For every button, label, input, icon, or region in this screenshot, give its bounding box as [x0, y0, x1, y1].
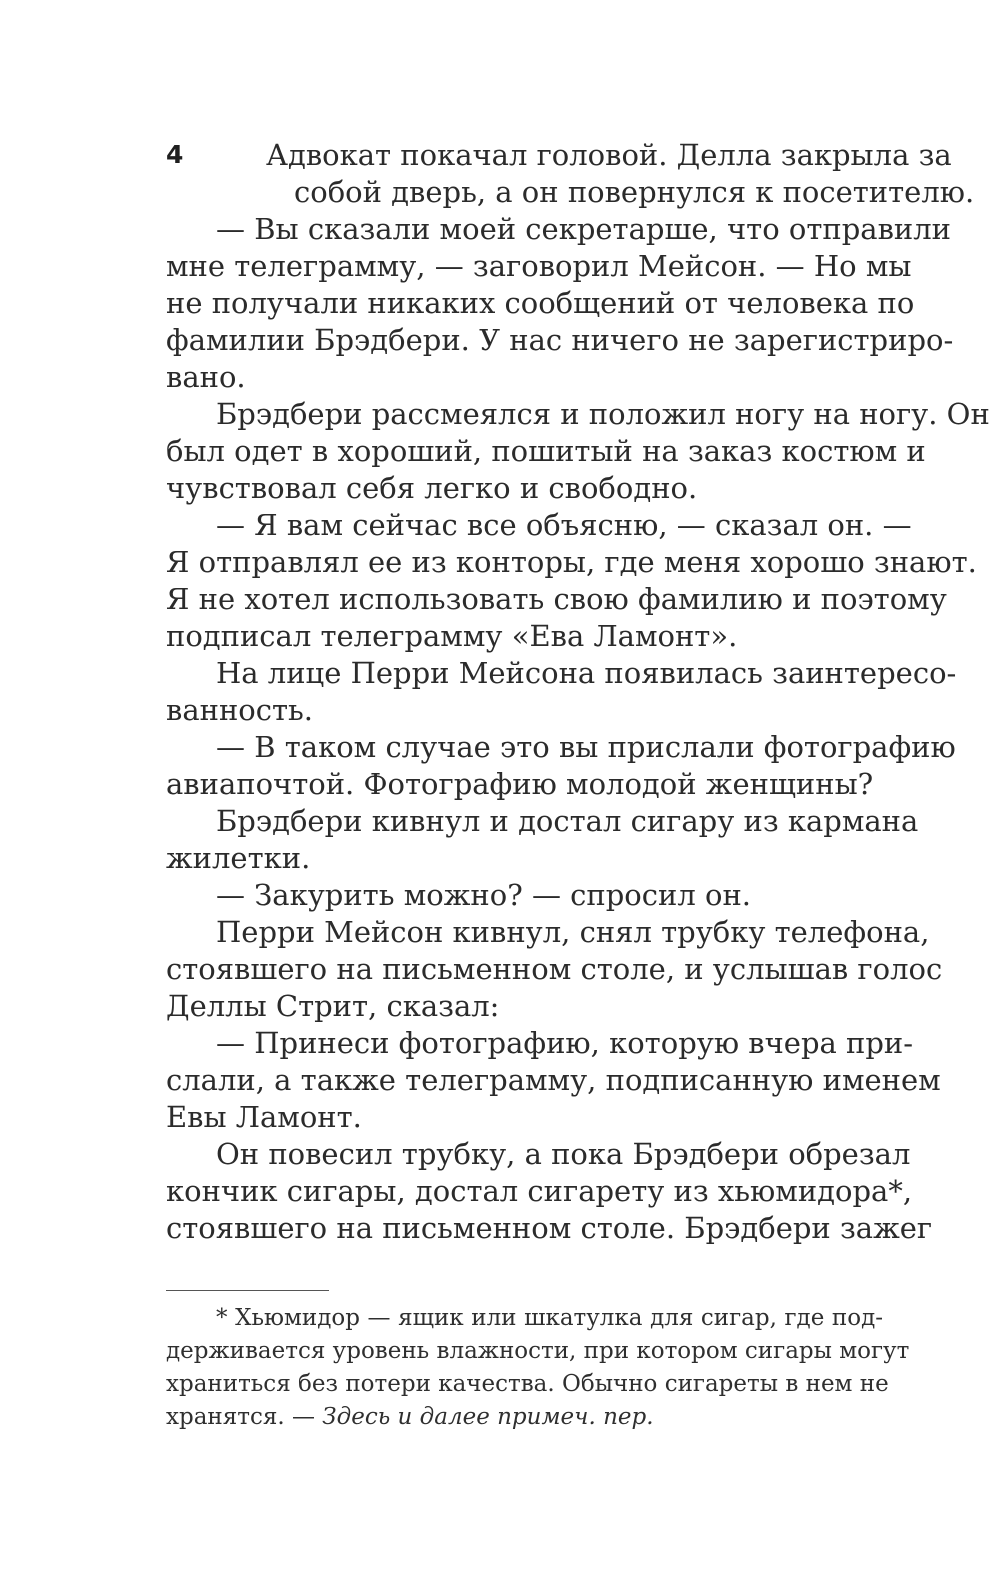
text-line: — В таком случае это вы прислали фотографию [216, 730, 956, 764]
footnote-divider [166, 1290, 329, 1291]
text-line: ванность. [166, 693, 314, 727]
text-line: Перри Мейсон кивнул, снял трубку телефона, [216, 915, 930, 949]
footnote-line: * Хьюмидор — ящик или шкатулка для сигар, где под- [216, 1305, 883, 1331]
footnote-italic-note: Здесь и далее примеч. пер. [322, 1404, 654, 1430]
text-line: — Принеси фотографию, которую вчера при- [216, 1026, 914, 1060]
text-line: Я отправлял ее из конторы, где меня хорошо знают. [166, 545, 977, 579]
text-line: Деллы Стрит, сказал: [166, 989, 500, 1023]
text-line: — Я вам сейчас все объясню, — сказал он. — [216, 508, 912, 542]
footnote-line-last [166, 1401, 654, 1434]
text-line: Я не хотел использовать свою фамилию и поэтому [166, 582, 947, 616]
text-line: жилетки. [166, 841, 311, 875]
text-line: мне телеграмму, — заговорил Мейсон. — Но мы [166, 249, 912, 283]
footnote-text: хранятся. — [166, 1404, 323, 1430]
text-line: Адвокат покачал головой. Делла закрыла за [266, 138, 952, 172]
text-line: — Вы сказали моей секретарше, что отправили [216, 212, 951, 246]
text-line: собой дверь, а он повернулся к посетителю. [294, 175, 975, 209]
text-line: был одет в хороший, пошитый на заказ костюм и [166, 434, 926, 468]
text-line: фамилии Брэдбери. У нас ничего не зарегистриро- [166, 323, 954, 357]
text-line: подписал телеграмму «Ева Ламонт». [166, 619, 738, 653]
text-line: слали, а также телеграмму, подписанную именем [166, 1063, 941, 1097]
text-line: Евы Ламонт. [166, 1100, 362, 1134]
text-line: — Закурить можно? — спросил он. [216, 878, 751, 912]
text-line: не получали никаких сообщений от человека по [166, 286, 915, 320]
footnote-line: храниться без потери качества. Обычно сигареты в нем не [166, 1371, 889, 1397]
text-line: Брэдбери кивнул и достал сигару из кармана [216, 804, 919, 838]
footnote-line: держивается уровень влажности, при котором сигары могут [166, 1338, 910, 1364]
text-line: кончик сигары, достал сигарету из хьюмидора*, [166, 1174, 913, 1208]
text-line: Брэдбери рассмеялся и положил ногу на ногу. Он [216, 397, 990, 431]
text-line: На лице Перри Мейсона появилась заинтересо- [216, 656, 957, 690]
text-line: стоявшего на письменном столе. Брэдбери зажег [166, 1211, 933, 1245]
text-line: вано. [166, 360, 246, 394]
text-line: стоявшего на письменном столе, и услышав голос [166, 952, 943, 986]
text-line: авиапочтой. Фотографию молодой женщины? [166, 767, 874, 801]
text-line: чувствовал себя легко и свободно. [166, 471, 698, 505]
page-number: 4 [166, 140, 184, 169]
text-line: Он повесил трубку, а пока Брэдбери обрезал [216, 1137, 911, 1171]
